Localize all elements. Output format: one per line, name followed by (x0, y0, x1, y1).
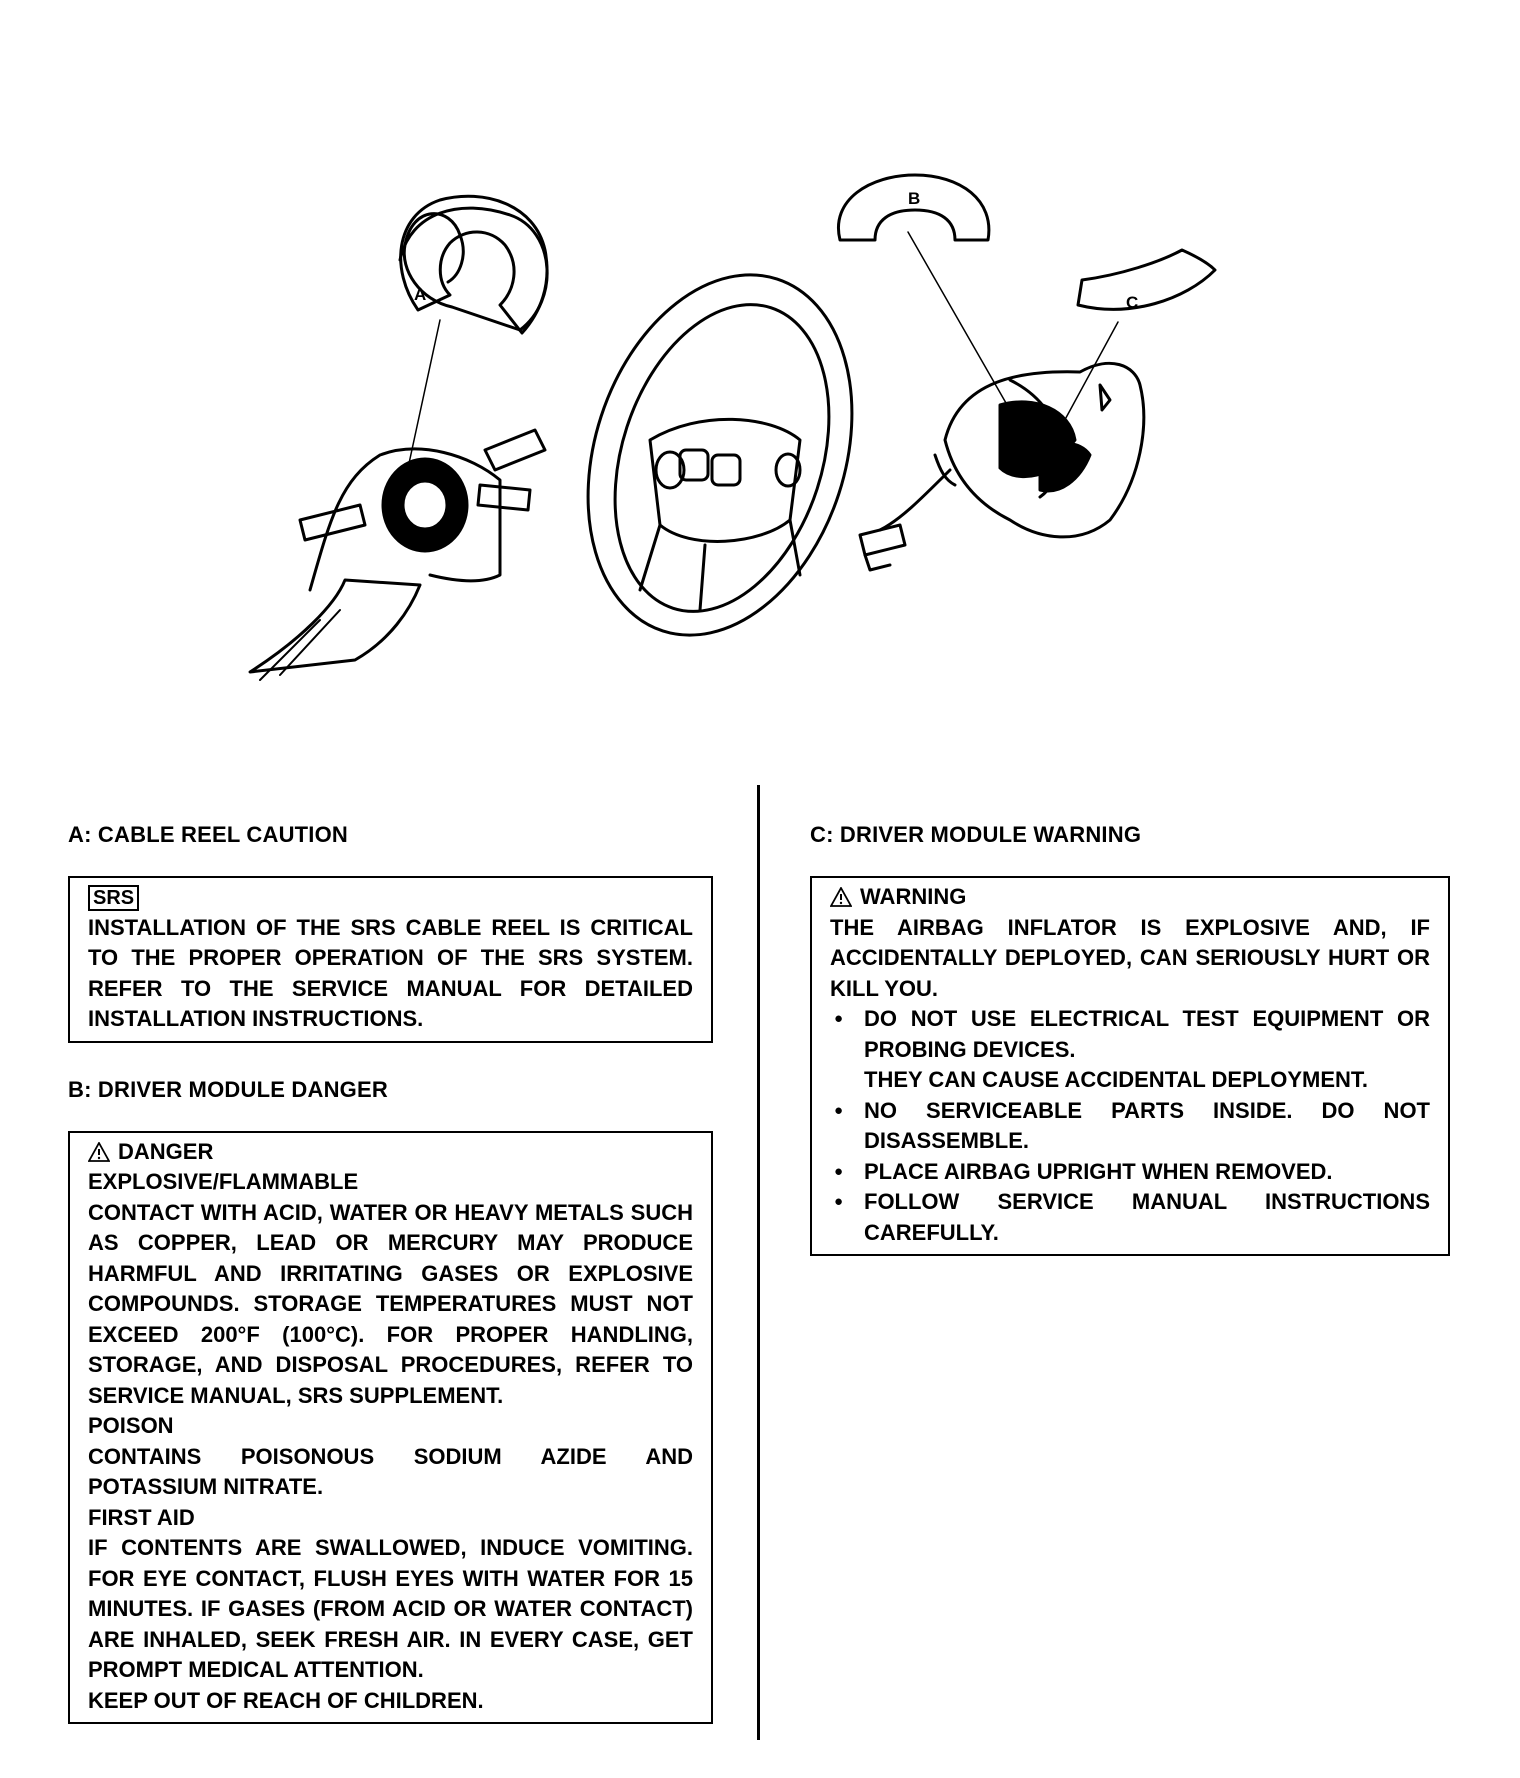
column-divider (757, 785, 760, 1740)
callout-c: C (1126, 293, 1139, 312)
list-item (830, 1157, 1430, 1188)
label-a-title: A: CABLE REEL CAUTION (68, 822, 349, 847)
label-b-para3: IF CONTENTS ARE SWALLOWED, INDUCE VOMITING. FOR EYE CONTACT, FLUSH EYES WITH WATER FOR 15 MINUTES. IF GASES (FROM ACID OR WATER CONTACT) ARE INHALED, SEEK FRESH AIR. IN EVERY CASE, GET PROMPT MEDICAL ATTENTION. (88, 1535, 693, 1682)
bullet-line: ● PLACE AIRBAG UPRIGHT WHEN REMOVED. (864, 1158, 1333, 1184)
danger-heading: DANGER (118, 1138, 214, 1164)
left-column (68, 800, 713, 1724)
warning-triangle-icon (88, 1142, 110, 1162)
label-b-title: B: DRIVER MODULE DANGER (68, 1076, 388, 1102)
label-b-sub1: EXPLOSIVE/FLAMMABLE (88, 1169, 359, 1194)
label-b-sub3: FIRST AID (88, 1504, 195, 1530)
label-b-para2: CONTAINS POISONOUS SODIUM AZIDE AND POTASSIUM NITRATE. (88, 1443, 693, 1499)
label-a-text: INSTALLATION OF THE SRS CABLE REEL IS CRITICAL TO THE PROPER OPERATION OF THE SRS SYSTEM. REFER TO THE SERVICE MANUAL FOR DETAILED INSTALLATION INSTRUCTIONS. (88, 914, 693, 1031)
bullet-line: ● DO NOT USE ELECTRICAL TEST EQUIPMENT OR PROBING DEVICES. (864, 1006, 1430, 1062)
callout-b: B (908, 189, 921, 208)
steering-column (250, 430, 545, 680)
label-a-shape (400, 208, 547, 330)
label-c-title: C: DRIVER MODULE WARNING (810, 822, 1142, 847)
label-b-para4: KEEP OUT OF REACH OF CHILDREN. (88, 1687, 484, 1713)
steering-assembly-figure (0, 0, 1520, 720)
label-c-intro: THE AIRBAG INFLATOR IS EXPLOSIVE AND, IF ACCIDENTALLY DEPLOYED, CAN SERIOUSLY HURT OR KILL YOU. (830, 914, 1430, 1001)
right-column (810, 800, 1450, 1256)
callout-a: A (414, 285, 427, 304)
list-item (830, 1096, 1430, 1157)
steering-wheel (544, 240, 896, 669)
srs-tag: SRS (88, 885, 139, 911)
bullet-line: ● NO SERVICEABLE PARTS INSIDE. DO NOT DISASSEMBLE. (864, 1097, 1430, 1153)
bullet-line: ● FOLLOW SERVICE MANUAL INSTRUCTIONS CAREFULLY. (864, 1189, 1430, 1245)
leader-a (408, 320, 440, 468)
label-c-box (810, 876, 1450, 1256)
warning-triangle-icon (830, 887, 852, 907)
label-b-sub2: POISON (88, 1413, 174, 1438)
label-b-box (68, 1131, 713, 1725)
list-item (830, 1004, 1430, 1096)
list-item (830, 1187, 1430, 1248)
label-a-box (68, 876, 713, 1043)
label-c-shape (1078, 250, 1215, 309)
label-b-para1: CONTACT WITH ACID, WATER OR HEAVY METALS SUCH AS COPPER, LEAD OR MERCURY MAY PRODUCE HARMFUL AND IRRITATING GASES OR EXPLOSIVE COMPOUNDS. STORAGE TEMPERATURES MUST NOT EXCEED 200°F (100°C). FOR PROPER HANDLING, STORAGE, AND DISPOSAL PROCEDURES, REFER TO SERVICE MANUAL, SRS SUPPLEMENT. (88, 1199, 693, 1408)
label-c-bullets (830, 1004, 1430, 1248)
warning-heading: WARNING (860, 884, 967, 909)
bullet-line: THEY CAN CAUSE ACCIDENTAL DEPLOYMENT. (864, 1067, 1369, 1092)
